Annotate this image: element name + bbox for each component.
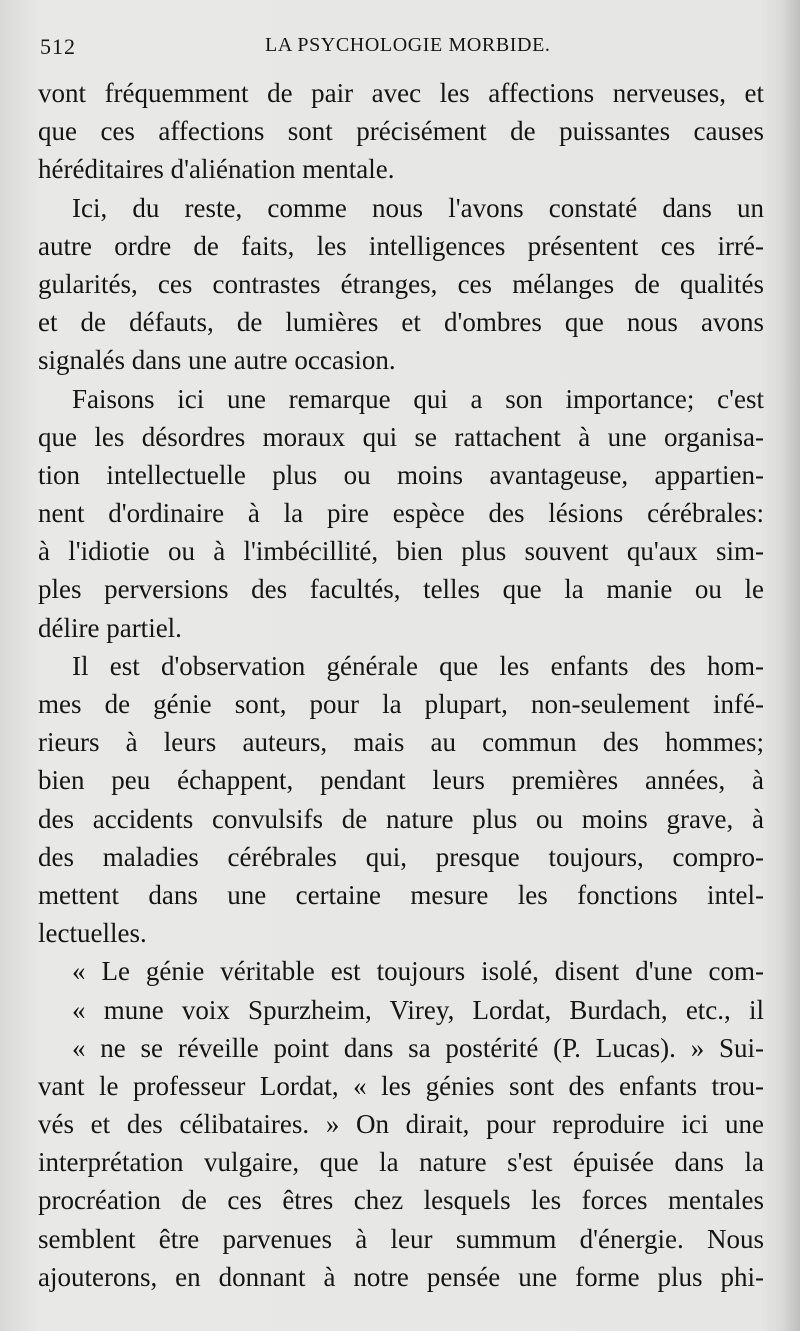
text-line: vont fréquemment de pair avec les affections nerveuses, et <box>38 78 764 108</box>
text-line: vés et des célibataires. » On dirait, pour reproduire ici une <box>38 1109 764 1140</box>
text-line: lectuelles. <box>38 918 147 949</box>
running-head <box>40 34 760 64</box>
text-line: procréation de ces êtres chez lesquels les forces mentales <box>38 1185 764 1216</box>
text-line: mettent dans une certaine mesure les fonctions intel- <box>38 879 764 910</box>
text-line: nent d'ordinaire à la pire espèce des lésions cérébrales: <box>38 498 764 529</box>
text-line: et de défauts, de lumières et d'ombres que nous avons <box>38 307 764 338</box>
text-line: que ces affections sont précisément de puissantes causes <box>38 116 764 147</box>
text-line: que les désordres moraux qui se rattachent à une organisa- <box>38 421 764 452</box>
text-line: mes de génie sont, pour la plupart, non-seulement infé- <box>38 689 764 719</box>
text-line: vant le professeur Lordat, « les génies sont des enfants trou- <box>38 1070 764 1101</box>
text-line: « ne se réveille point dans sa postérité (P. Lucas). » Sui- <box>72 1032 764 1063</box>
body-text <box>38 74 764 1296</box>
text-line: Faisons ici une remarque qui a son importance; c'est <box>72 383 764 414</box>
text-line: des accidents convulsifs de nature plus ou moins grave, à <box>38 803 764 834</box>
running-title: LA PSYCHOLOGIE MORBIDE. <box>265 34 551 56</box>
text-line: rieurs à leurs auteurs, mais au commun des hommes; <box>38 727 764 758</box>
text-line: bien peu échappent, pendant leurs premières années, à <box>38 765 764 796</box>
text-line: héréditaires d'aliénation mentale. <box>38 154 395 185</box>
text-line: gularités, ces contrastes étranges, ces mélanges de qualités <box>38 268 764 299</box>
text-line: ples perversions des facultés, telles que la manie ou le <box>38 574 764 605</box>
text-line: « mune voix Spurzheim, Virey, Lordat, Burdach, etc., il <box>72 994 764 1025</box>
page-edge-shadow <box>782 0 800 1331</box>
text-line: signalés dans une autre occasion. <box>38 345 396 376</box>
text-line: autre ordre de faits, les intelligences présentent ces irré- <box>38 230 764 261</box>
text-line: interprétation vulgaire, que la nature s'est épuisée dans la <box>38 1147 764 1178</box>
text-line: « Le génie véritable est toujours isolé, disent d'une com- <box>72 956 764 987</box>
text-line: Il est d'observation générale que les enfants des hom- <box>72 650 764 681</box>
text-line: tion intellectuelle plus ou moins avantageuse, appartien- <box>38 459 764 490</box>
text-line: semblent être parvenues à leur summum d'énergie. Nous <box>38 1223 764 1254</box>
page-number: 512 <box>40 34 76 59</box>
text-line: Ici, du reste, comme nous l'avons constaté dans un <box>72 192 764 223</box>
text-line: à l'idiotie ou à l'imbécillité, bien plus souvent qu'aux sim- <box>38 536 764 567</box>
text-line: ajouterons, en donnant à notre pensée une forme plus phi- <box>38 1261 764 1292</box>
text-line: des maladies cérébrales qui, presque toujours, compro- <box>38 841 764 872</box>
text-line: délire partiel. <box>38 612 182 643</box>
